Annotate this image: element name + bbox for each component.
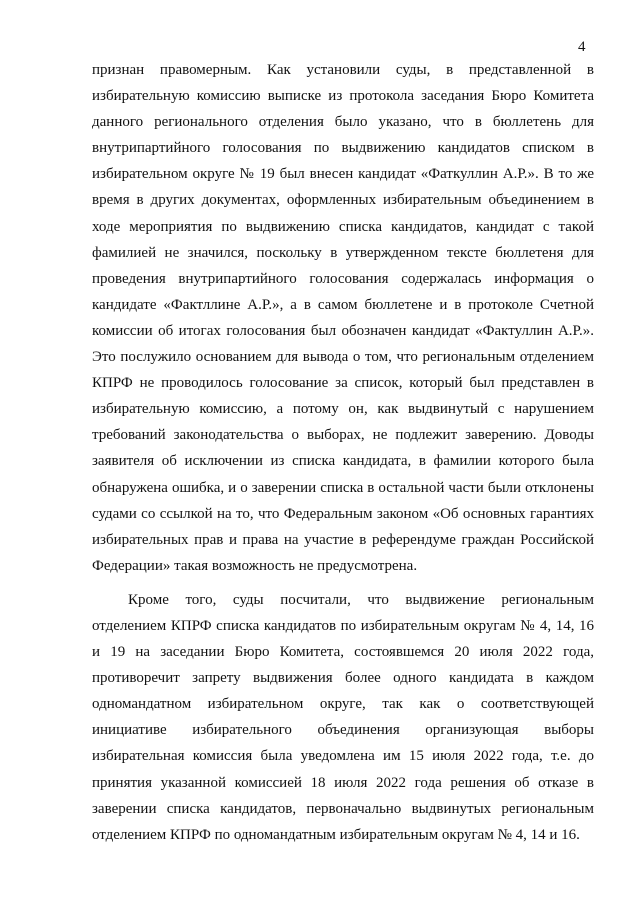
text-line: ходе мероприятия по выдвижению списка кандидатов, кандидат с такой — [92, 218, 594, 235]
text-line: отделением КПРФ списка кандидатов по избирательным округам № 4, 14, 16 — [92, 617, 594, 634]
text-line: Кроме того, суды посчитали, что выдвижение региональным — [128, 591, 594, 608]
text-line: Федерации» такая возможность не предусмотрена. — [92, 557, 418, 574]
text-line: избирательном округе № 19 был внесен кандидат «Фаткуллин А.Р.». В то же — [92, 166, 594, 183]
text-line: обнаружена ошибка, и о заверении списка в остальной части были отклонены — [92, 479, 594, 496]
page-number: 4 — [578, 39, 586, 55]
text-line: внутрипартийного голосования по выдвижению кандидатов списком в — [92, 140, 594, 157]
text-line: заявителя об исключении из списка кандидата, в фамилии которого была — [92, 453, 594, 470]
text-line: КПРФ не проводилось голосование за список, который был представлен в — [92, 375, 594, 392]
text-line: принятия указанной комиссией 18 июля 2022 года решения об отказе в — [92, 774, 594, 791]
text-line: Это послужило основанием для вывода о том, что региональным отделением — [92, 349, 594, 366]
text-line: и 19 на заседании Бюро Комитета, состоявшемся 20 июля 2022 года, — [92, 644, 594, 661]
text-line: данного регионального отделения было указано, что в бюллетень для — [92, 114, 594, 131]
text-line: отделением КПРФ по одномандатным избирательным округам № 4, 14 и 16. — [92, 826, 580, 843]
text-line: судами со ссылкой на то, что Федеральным законом «Об основных гарантиях — [92, 505, 594, 522]
text-line: избирательная комиссия была уведомлена им 15 июля 2022 года, т.е. до — [92, 748, 594, 765]
text-line: кандидате «Фактллине А.Р.», а в самом бюллетене и в протоколе Счетной — [92, 296, 594, 313]
text-line: избирательных прав и права на участие в референдуме граждан Российской — [92, 531, 594, 548]
text-line: заверении списка кандидатов, первоначально выдвинутых региональным — [92, 800, 594, 817]
text-line: требований законодательства о выборах, не подлежит заверению. Доводы — [92, 427, 594, 444]
document-body — [92, 57, 594, 848]
text-line: инициативе избирательного объединения организующая выборы — [92, 722, 594, 739]
paragraph-2 — [92, 587, 594, 848]
text-line: одномандатном избирательном округе, так как о соответствующей — [92, 696, 594, 713]
text-line: признан правомерным. Как установили суды, в представленной в — [92, 62, 594, 78]
text-line: избирательную комиссию, а потому он, как выдвинутый с нарушением — [92, 401, 594, 418]
text-line: избирательную комиссию выписке из протокола заседания Бюро Комитета — [92, 88, 594, 105]
text-line: комиссии об итогах голосования был обозначен кандидат «Фактуллин А.Р.». — [92, 322, 594, 339]
text-line: проведения внутрипартийного голосования содержалась информация о — [92, 270, 594, 287]
text-line: противоречит запрету выдвижения более одного кандидата в каждом — [92, 670, 594, 687]
text-line: фамилией не значился, поскольку в утвержденном тексте бюллетеня для — [92, 244, 594, 261]
paragraph-1 — [92, 57, 594, 579]
text-line: время в других документах, оформленных избирательным объединением в — [92, 192, 594, 209]
